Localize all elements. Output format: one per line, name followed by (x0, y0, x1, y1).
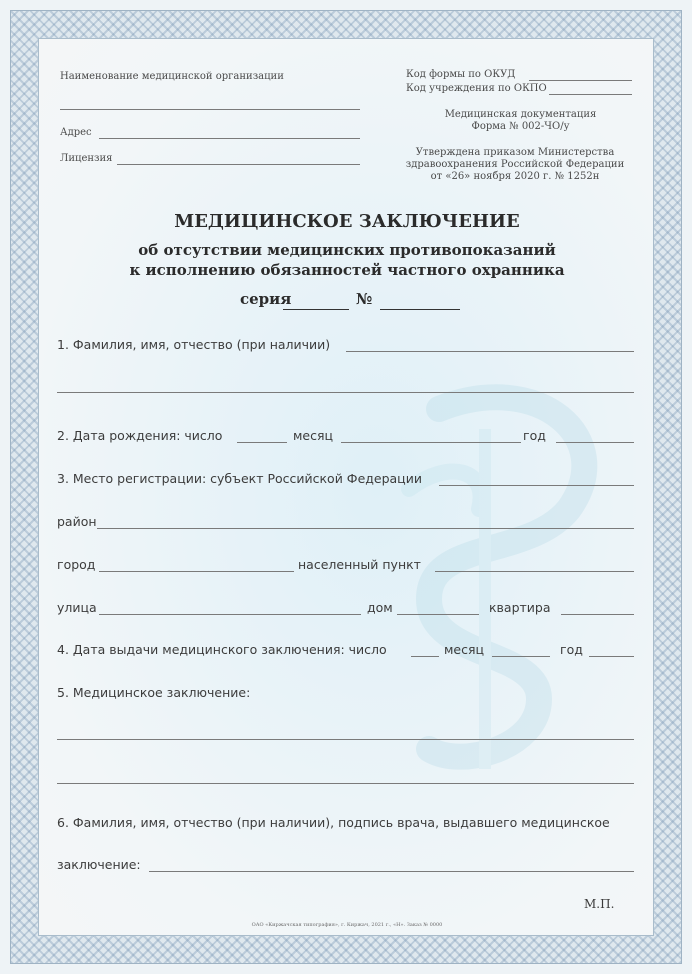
approved-line-3: от «26» ноября 2020 г. № 1252н (430, 171, 600, 182)
full-name-field[interactable] (346, 351, 634, 352)
approval-info (384, 147, 646, 183)
house-field[interactable] (397, 614, 479, 615)
issue-year-label: год (560, 642, 583, 657)
number-field[interactable] (380, 309, 460, 310)
birth-day-field[interactable] (237, 442, 287, 443)
document-body (38, 38, 654, 936)
document-subtitle-2: к исполнению обязанностей частного охранника (129, 261, 565, 279)
org-name-field[interactable] (60, 109, 360, 110)
series-label: серия (240, 290, 292, 308)
birth-date-label: 2. Дата рождения: число (57, 428, 223, 443)
apartment-field[interactable] (561, 614, 634, 615)
house-label: дом (367, 600, 393, 615)
registration-label: 3. Место регистрации: субъект Российской Федерации (57, 471, 422, 486)
birth-month-label: месяц (293, 428, 334, 443)
address-label: Адрес (60, 127, 92, 138)
street-field[interactable] (99, 614, 361, 615)
settlement-label: населенный пункт (298, 557, 421, 572)
okud-label: Код формы по ОКУД (406, 69, 516, 80)
doctor-signature-field[interactable] (149, 871, 634, 872)
doctor-label: 6. Фамилия, имя, отчество (при наличии), подпись врача, выдавшего медицинское (57, 815, 610, 830)
printer-imprint: ОАО «Киржачская типография», г. Киржач, 2021 г., «Н». Заказ № 0000 (251, 922, 443, 928)
number-label: № (356, 290, 373, 308)
issue-day-field[interactable] (411, 656, 439, 657)
district-field[interactable] (97, 528, 634, 529)
birth-year-field[interactable] (556, 442, 634, 443)
issue-year-field[interactable] (589, 656, 634, 657)
apartment-label: квартира (489, 600, 551, 615)
medical-emblem-watermark (369, 369, 629, 789)
city-field[interactable] (99, 571, 294, 572)
issue-month-label: месяц (444, 642, 485, 657)
settlement-field[interactable] (435, 571, 634, 572)
address-field[interactable] (99, 138, 360, 139)
approved-line-1: Утверждена приказом Министерства (415, 147, 615, 158)
conclusion-field-line-1[interactable] (57, 739, 634, 740)
doc-line-1: Медицинская документация (444, 109, 597, 120)
city-label: город (57, 557, 96, 572)
approved-line-2: здравоохранения Российской Федерации (405, 159, 625, 170)
document-subtitle-1: об отсутствии медицинских противопоказаний (138, 241, 556, 259)
okud-field[interactable] (529, 80, 632, 81)
document-title: МЕДИЦИНСКОЕ ЗАКЛЮЧЕНИЕ (174, 211, 520, 232)
doc-line-2: Форма № 002-ЧО/у (471, 121, 570, 132)
issue-month-field[interactable] (492, 656, 550, 657)
license-label: Лицензия (60, 153, 113, 164)
doctor-label-cont: заключение: (57, 857, 141, 872)
street-label: улица (57, 600, 97, 615)
district-label: район (57, 514, 97, 529)
license-field[interactable] (117, 164, 360, 165)
series-field[interactable] (283, 309, 349, 310)
birth-year-label: год (523, 428, 546, 443)
conclusion-label: 5. Медицинское заключение: (57, 685, 251, 700)
full-name-field-line-2[interactable] (57, 392, 634, 393)
region-field[interactable] (439, 485, 634, 486)
org-name-label: Наименование медицинской организации (60, 71, 284, 82)
stamp-place-label: М.П. (584, 897, 615, 911)
okpo-label: Код учреждения по ОКПО (406, 83, 547, 94)
issue-date-label: 4. Дата выдачи медицинского заключения: число (57, 642, 387, 657)
doc-form-info (409, 109, 632, 133)
full-name-label: 1. Фамилия, имя, отчество (при наличии) (57, 337, 331, 352)
okpo-field[interactable] (549, 94, 632, 95)
birth-month-field[interactable] (341, 442, 521, 443)
conclusion-field-line-2[interactable] (57, 783, 634, 784)
